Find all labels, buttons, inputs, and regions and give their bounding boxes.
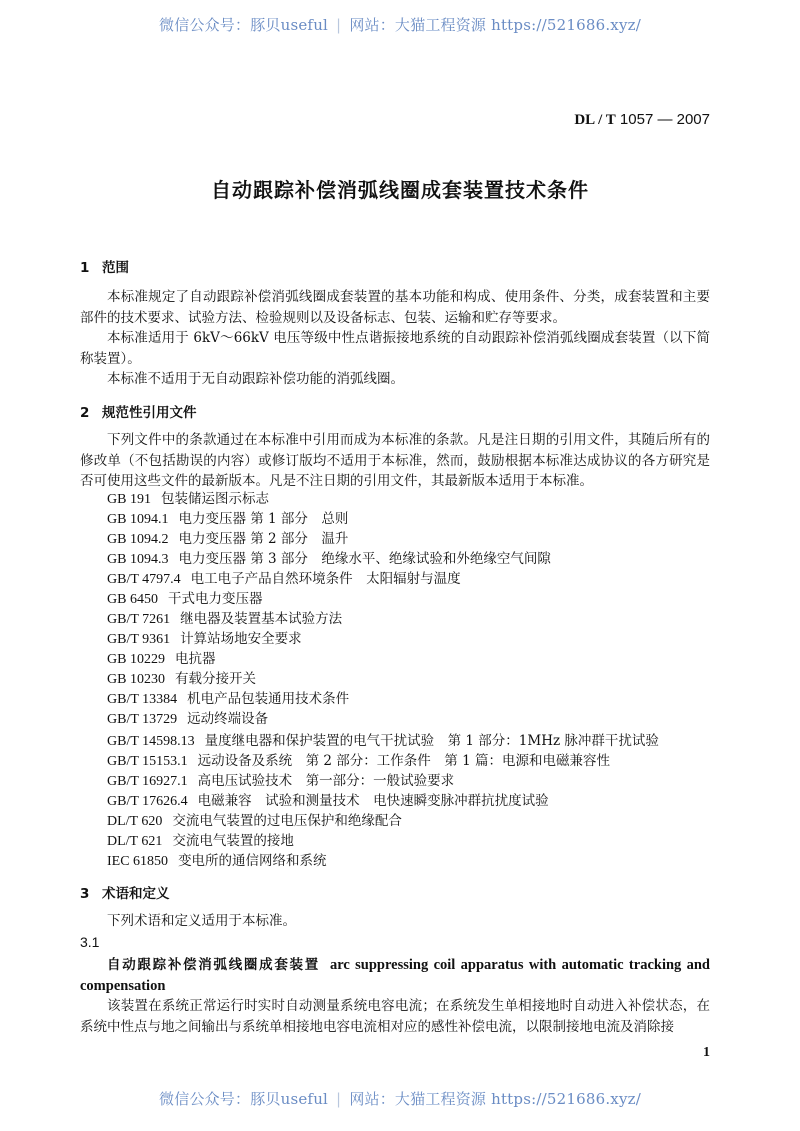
- reference-item: GB/T 17626.4 电磁兼容 试验和测量技术 电快速瞬变脉冲群抗扰度试验: [107, 793, 549, 809]
- reference-item: GB 1094.1 电力变压器 第 1 部分 总则: [107, 511, 349, 527]
- reference-item: GB 10230 有载分接开关: [107, 671, 256, 687]
- reference-item: DL/T 620 交流电气装置的过电压保护和绝缘配合: [107, 813, 402, 829]
- section-heading-terms-definitions: 3 术语和定义: [80, 886, 170, 902]
- document-title: 自动跟踪补偿消弧线圈成套装置技术条件: [211, 178, 589, 202]
- standard-code: 1057 — 2007: [619, 111, 710, 128]
- reference-item: GB/T 13729 远动终端设备: [107, 711, 269, 727]
- standard-number: [574, 111, 710, 129]
- reference-item: GB/T 13384 机电产品包装通用技术条件: [107, 691, 350, 707]
- term-number: 3.1: [80, 934, 100, 950]
- watermark-separator: |: [336, 16, 342, 34]
- term-english: arc suppressing coil apparatus with automatic tracking and compensation: [80, 957, 710, 994]
- term-heading: [80, 955, 710, 996]
- standard-prefix: DL / T: [574, 112, 616, 128]
- reference-item: GB 1094.3 电力变压器 第 3 部分 绝缘水平、绝缘试验和外绝缘空气间隙: [107, 551, 551, 567]
- reference-item: GB/T 4797.4 电工电子产品自然环境条件 太阳辐射与温度: [107, 571, 461, 587]
- paragraph: 本标准适用于 6kV～66kV 电压等级中性点谐振接地系统的自动跟踪补偿消弧线圈成套装置（以下简称装置）。: [80, 330, 710, 367]
- reference-item: GB 1094.2 电力变压器 第 2 部分 温升: [107, 531, 349, 547]
- reference-item: GB/T 15153.1 远动设备及系统 第 2 部分：工作条件 第 1 篇：电源和电磁兼容性: [107, 753, 610, 769]
- watermark-wechat: 微信公众号：豚贝useful: [159, 1090, 329, 1108]
- reference-item: GB/T 7261 继电器及装置基本试验方法: [107, 611, 343, 627]
- term-definition: 该装置在系统正常运行时实时自动测量系统电容电流；在系统发生单相接地时自动进入补偿状态，在系统中性点与地之间输出与系统单相接地电容电流相对应的感性补偿电流，以限制接地电流及消除接: [80, 998, 710, 1035]
- watermark-separator: |: [336, 1090, 342, 1108]
- reference-item: GB/T 9361 计算站场地安全要求: [107, 631, 302, 647]
- paragraph: 下列文件中的条款通过在本标准中引用而成为本标准的条款。凡是注日期的引用文件，其随后所有的修改单（不包括勘误的内容）或修订版均不适用于本标准，然而，鼓励根据本标准达成协议的各方研究是否可使用这些文件的最新版本。凡是不注日期的引用文件，其最新版本适用于本标准。: [80, 432, 710, 489]
- reference-item: GB 10229 电抗器: [107, 651, 216, 667]
- reference-item: GB 191 包装储运图示标志: [107, 491, 269, 507]
- page-number: 1: [703, 1045, 710, 1060]
- section-heading-normative-references: 2 规范性引用文件: [80, 405, 197, 421]
- term-chinese: 自动跟踪补偿消弧线圈成套装置: [107, 957, 320, 973]
- paragraph: 下列术语和定义适用于本标准。: [107, 913, 296, 929]
- watermark-top: [0, 14, 800, 35]
- section-heading-scope: 1 范围: [80, 260, 129, 276]
- watermark-wechat: 微信公众号：豚贝useful: [159, 16, 329, 34]
- paragraph: 本标准不适用于无自动跟踪补偿功能的消弧线圈。: [107, 371, 404, 387]
- reference-item: GB/T 14598.13 量度继电器和保护装置的电气干扰试验 第 1 部分：1MHz 脉冲群干扰试验: [107, 733, 659, 749]
- watermark-bottom: [0, 1088, 800, 1109]
- reference-item: DL/T 621 交流电气装置的接地: [107, 833, 294, 849]
- reference-item: GB/T 16927.1 高电压试验技术 第一部分：一般试验要求: [107, 773, 455, 789]
- paragraph: 本标准规定了自动跟踪补偿消弧线圈成套装置的基本功能和构成、使用条件、分类，成套装置和主要部件的技术要求、试验方法、检验规则以及设备标志、包装、运输和贮存等要求。: [80, 289, 710, 326]
- watermark-website: 网站：大猫工程资源 https://521686.xyz/: [349, 16, 641, 34]
- reference-item: GB 6450 干式电力变压器: [107, 591, 263, 607]
- watermark-website: 网站：大猫工程资源 https://521686.xyz/: [349, 1090, 641, 1108]
- reference-item: IEC 61850 变电所的通信网络和系统: [107, 853, 327, 869]
